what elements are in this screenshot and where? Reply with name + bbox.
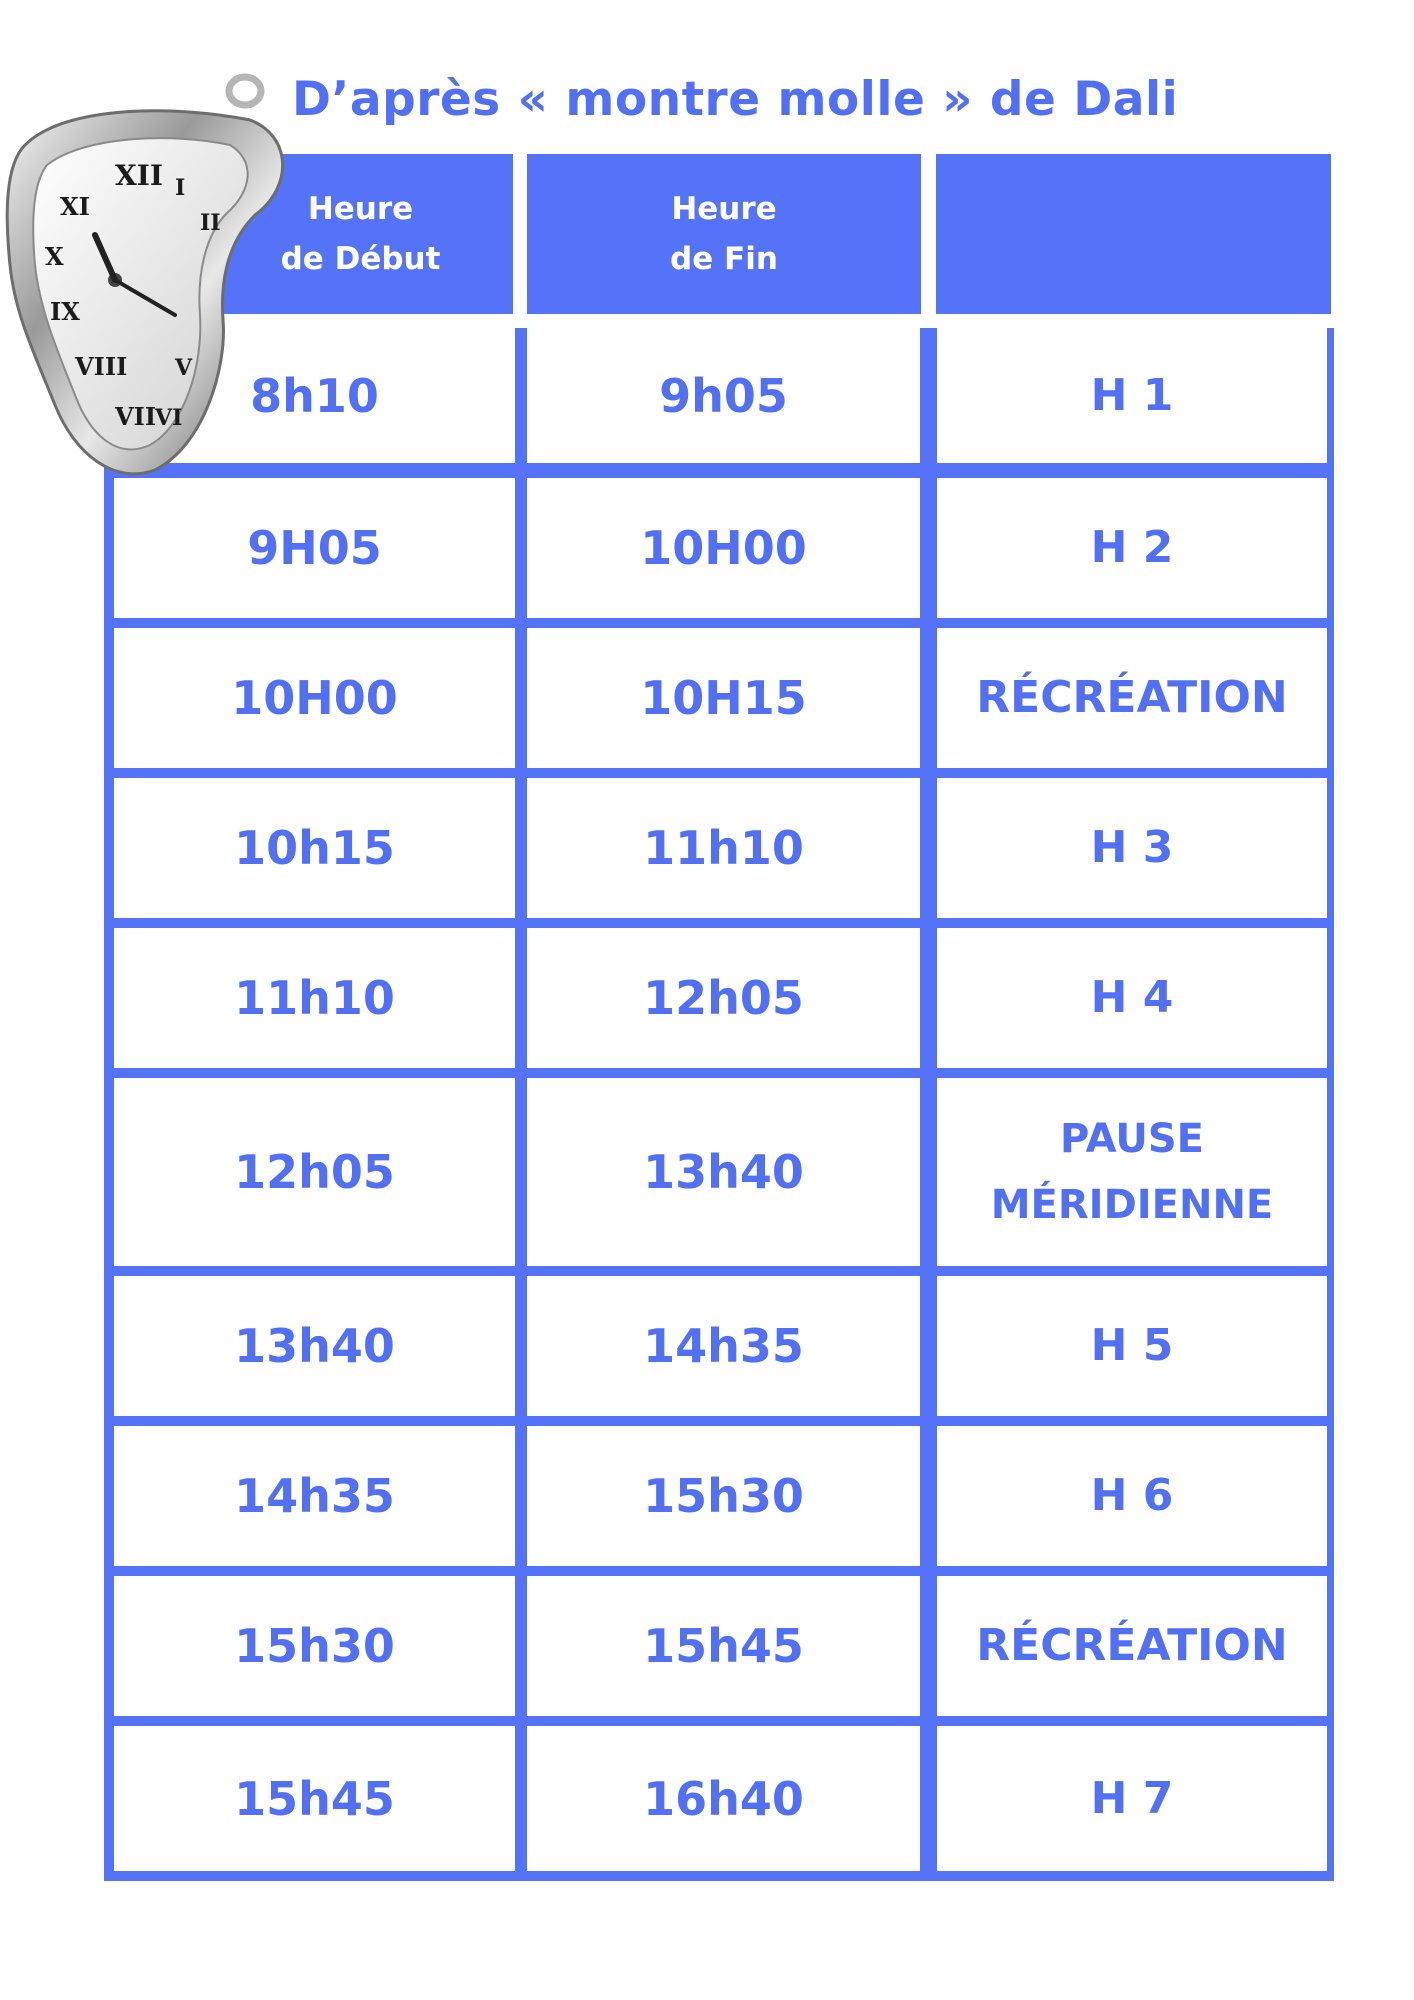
cell-start: 15h30 (114, 1576, 515, 1716)
cell-end: 10H15 (527, 628, 920, 768)
cell-start: 13h40 (114, 1276, 515, 1416)
svg-text:I: I (175, 175, 186, 201)
cell-end: 9h05 (527, 328, 920, 463)
cell-label: H 4 (937, 928, 1327, 1068)
cell-start: 12h05 (114, 1078, 515, 1266)
cell-end: 12h05 (527, 928, 920, 1068)
cell-label: H 6 (937, 1426, 1327, 1566)
cell-label: RÉCRÉATION (937, 1576, 1327, 1716)
header-end-time (527, 154, 921, 314)
cell-label: H 2 (937, 478, 1327, 618)
cell-start: 9H05 (114, 478, 515, 618)
cell-start: 11h10 (114, 928, 515, 1068)
header-start-label: Heure de Début (280, 191, 441, 277)
cell-end: 14h35 (527, 1276, 920, 1416)
svg-text:V: V (175, 355, 193, 381)
svg-text:X: X (45, 242, 64, 271)
cell-label: PAUSE MÉRIDIENNE (937, 1078, 1327, 1266)
cell-start: 8h10 (114, 328, 515, 463)
svg-text:VIII: VIII (75, 352, 128, 381)
cell-end: 15h45 (527, 1576, 920, 1716)
cell-end: 11h10 (527, 778, 920, 918)
svg-text:XII: XII (115, 159, 163, 192)
cell-label: H 7 (937, 1726, 1327, 1871)
svg-text:IX: IX (50, 297, 80, 326)
cell-label: H 3 (937, 778, 1327, 918)
cell-end: 10H00 (527, 478, 920, 618)
svg-text:VI: VI (155, 405, 183, 431)
cell-end: 15h30 (527, 1426, 920, 1566)
cell-start: 14h35 (114, 1426, 515, 1566)
page-title: D’après « montre molle » de Dali (292, 72, 1179, 127)
cell-start: 10H00 (114, 628, 515, 768)
svg-text:II: II (200, 210, 221, 236)
header-label (936, 154, 1331, 314)
cell-end: 16h40 (527, 1726, 920, 1871)
cell-end: 13h40 (527, 1078, 920, 1266)
melting-clock-icon (5, 65, 305, 485)
svg-text:VII: VII (115, 402, 157, 431)
cell-label: H 1 (937, 328, 1327, 463)
cell-start: 15h45 (114, 1726, 515, 1871)
header-end-label: Heure de Fin (670, 191, 778, 277)
schedule-table (104, 328, 1334, 1881)
cell-label: H 5 (937, 1276, 1327, 1416)
cell-start: 10h15 (114, 778, 515, 918)
svg-text:XI: XI (60, 192, 90, 221)
cell-label: RÉCRÉATION (937, 628, 1327, 768)
